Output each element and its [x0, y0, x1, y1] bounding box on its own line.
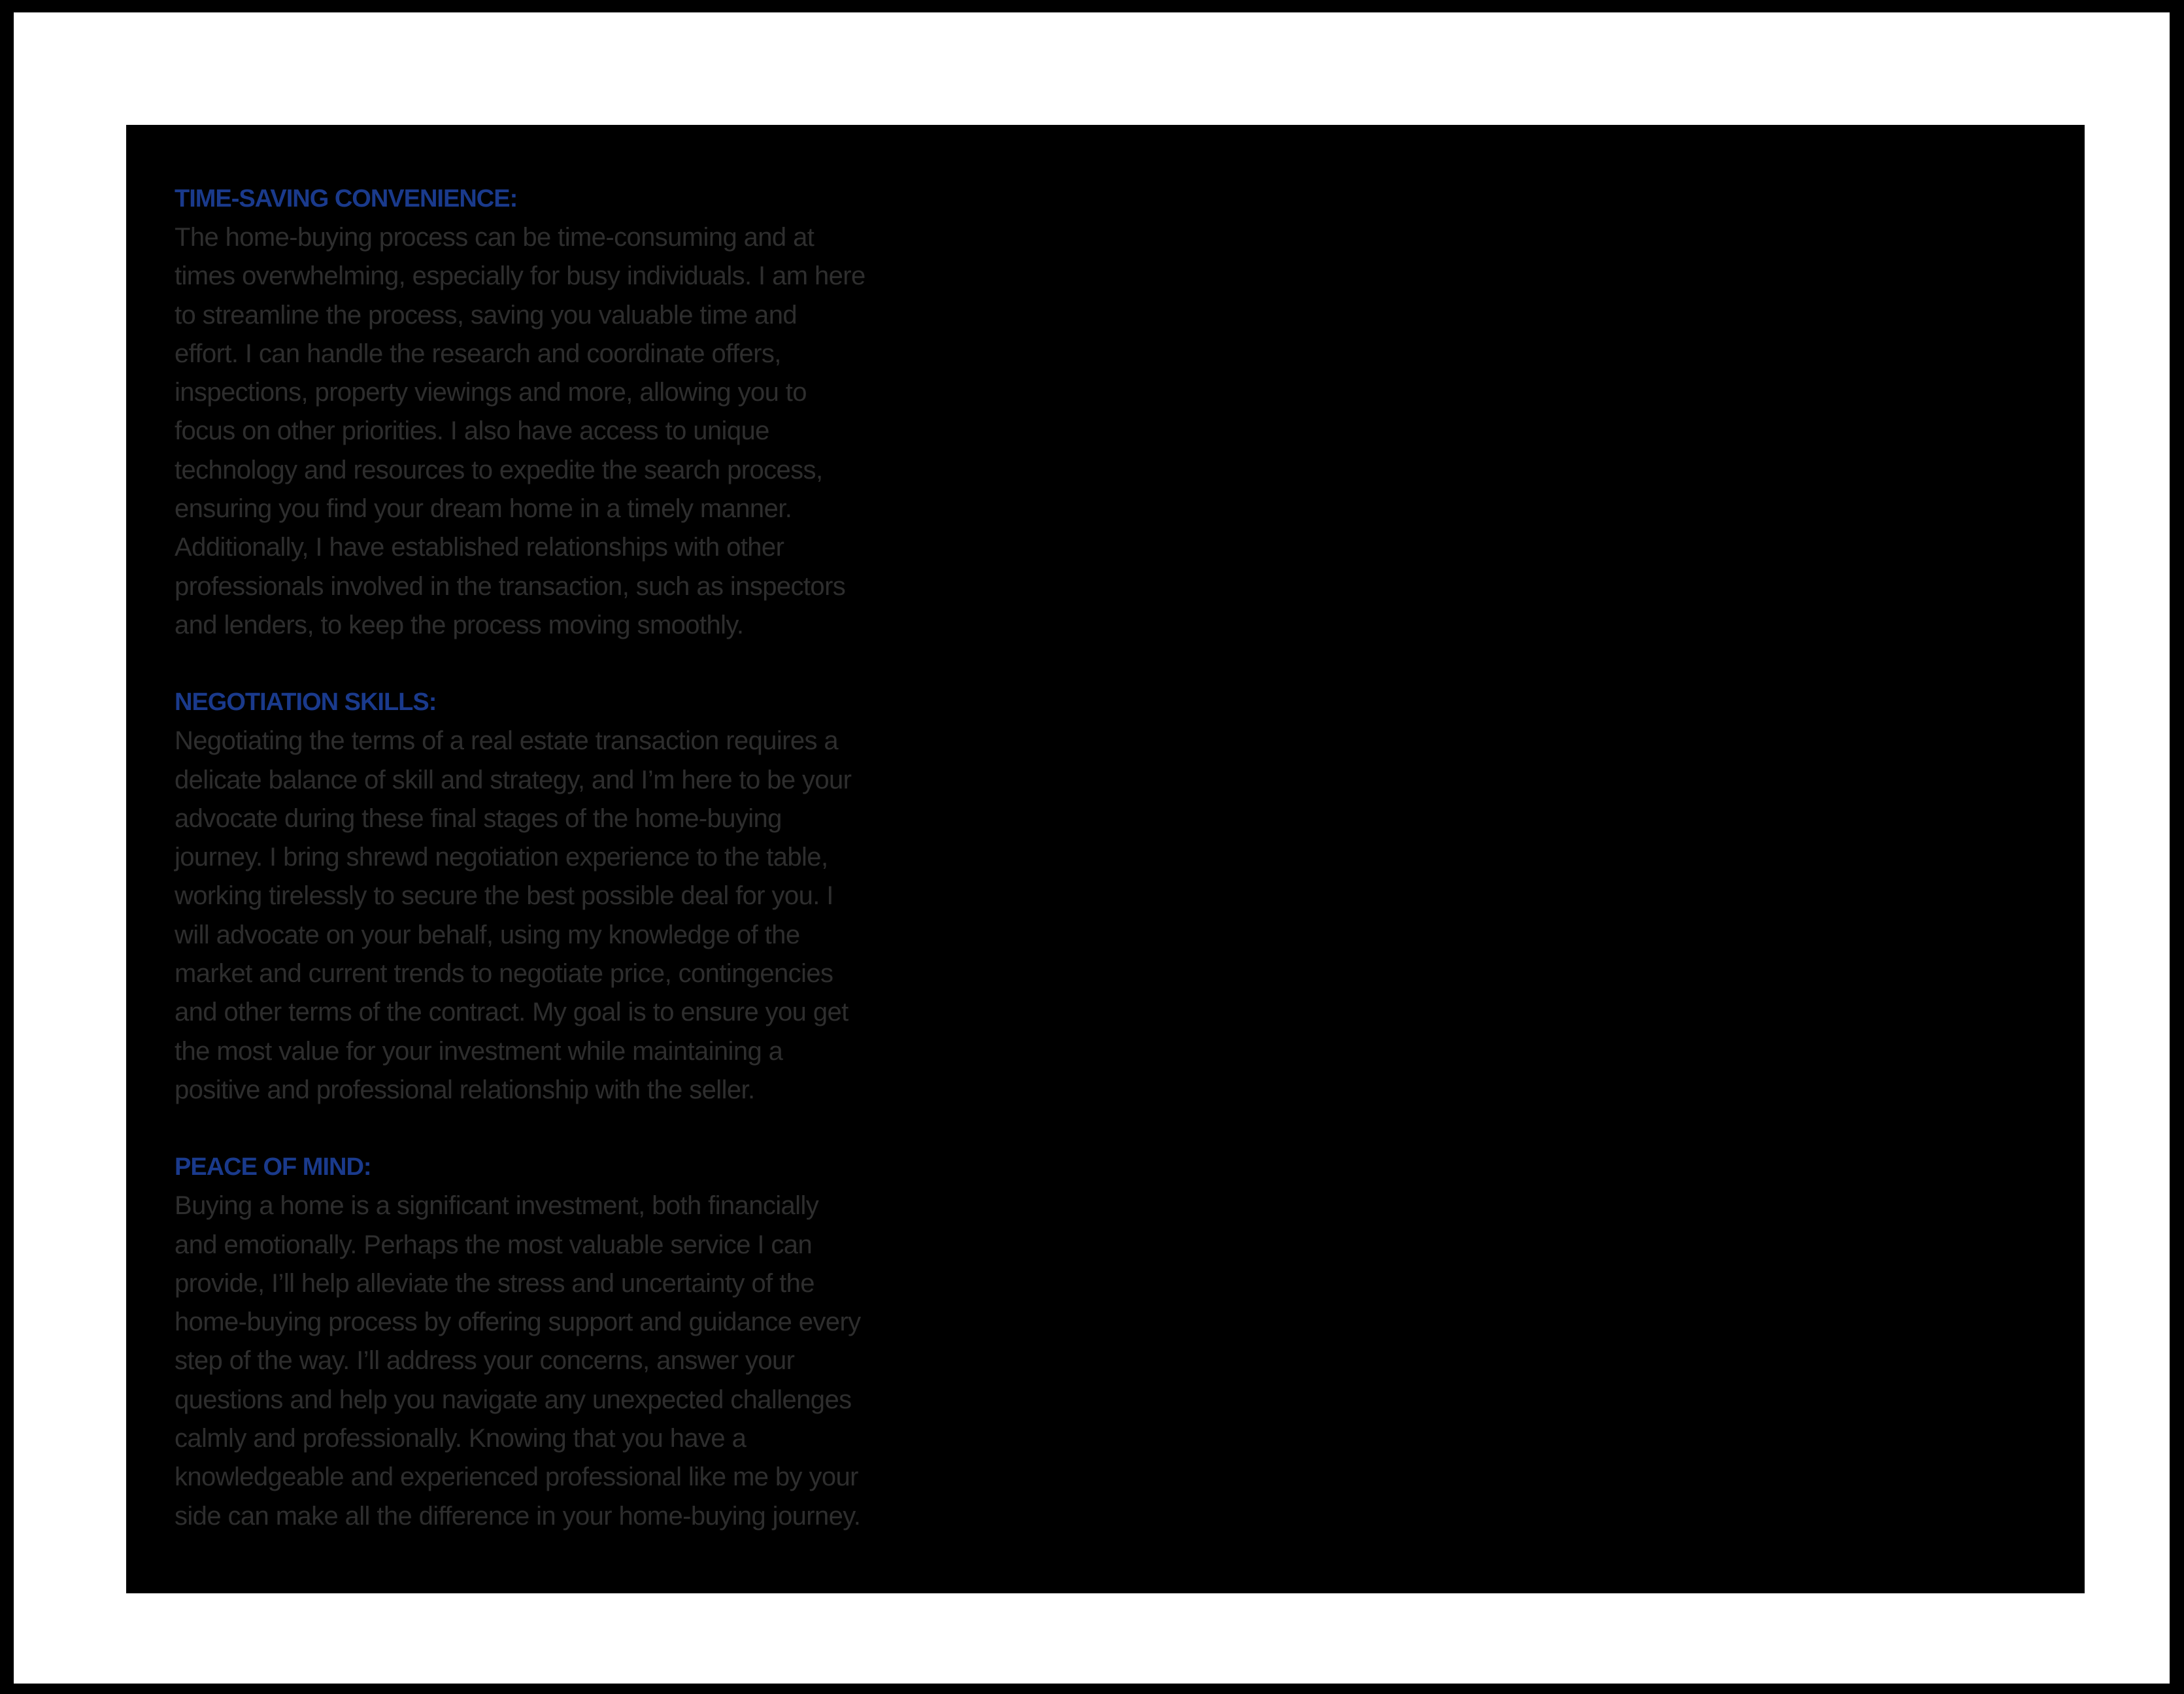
body-line: Buying a home is a significant investment, both financially — [175, 1191, 819, 1221]
body-line: inspections, property viewings and more, allowing you to — [175, 378, 807, 407]
body-line: market and current trends to negotiate price, contingencies — [175, 959, 833, 989]
section-heading: PEACE OF MIND: — [175, 1153, 371, 1181]
body-line: step of the way. I’ll address your concerns, answer your — [175, 1346, 795, 1376]
body-line: the most value for your investment while maintaining a — [175, 1036, 783, 1066]
body-line: Additionally, I have established relationships with other — [175, 533, 784, 562]
section-time-saving-convenience — [175, 180, 926, 645]
section-negotiation-skills — [175, 683, 926, 1110]
body-line: and lenders, to keep the process moving smoothly. — [175, 610, 744, 639]
body-line: knowledgeable and experienced professional like me by your — [175, 1463, 858, 1492]
body-line: effort. I can handle the research and coordinate offers, — [175, 339, 781, 368]
body-line: working tirelessly to secure the best possible deal for you. I — [175, 881, 833, 911]
body-line: ensuring you find your dream home in a timely manner. — [175, 494, 792, 524]
section-peace-of-mind — [175, 1148, 926, 1536]
section-heading: TIME-SAVING CONVENIENCE: — [175, 185, 518, 212]
body-line: technology and resources to expedite the search process, — [175, 455, 823, 484]
body-line: to streamline the process, saving you valuable time and — [175, 300, 797, 330]
body-line: delicate balance of skill and strategy, and I’m here to be your — [175, 765, 852, 794]
content-panel — [126, 125, 2085, 1593]
body-line: calmly and professionally. Knowing that you have a — [175, 1424, 747, 1453]
page-frame — [14, 12, 2170, 1684]
body-line: home-buying process by offering support and guidance every — [175, 1308, 861, 1337]
body-line: The home-buying process can be time-consuming and at — [175, 223, 815, 252]
body-line: Negotiating the terms of a real estate transaction requires a — [175, 726, 839, 756]
body-line: advocate during these final stages of the home-buying — [175, 804, 782, 833]
body-line: and emotionally. Perhaps the most valuable service I can — [175, 1230, 813, 1259]
body-line: side can make all the difference in your home-buying journey. — [175, 1501, 861, 1531]
body-line: and other terms of the contract. My goal is to ensure you get — [175, 998, 848, 1027]
text-column — [175, 180, 926, 1574]
body-line: provide, I’ll help alleviate the stress and uncertainty of the — [175, 1268, 815, 1298]
body-line: focus on other priorities. I also have access to unique — [175, 416, 769, 446]
body-line: professionals involved in the transaction, such as inspectors — [175, 571, 846, 601]
body-line: positive and professional relationship with the seller. — [175, 1075, 755, 1104]
body-line: times overwhelming, especially for busy individuals. I am here — [175, 262, 865, 291]
body-line: will advocate on your behalf, using my knowledge of the — [175, 920, 800, 949]
body-line: journey. I bring shrewd negotiation experience to the table, — [175, 843, 828, 872]
body-line: questions and help you navigate any unexpected challenges — [175, 1385, 852, 1414]
section-heading: NEGOTIATION SKILLS: — [175, 688, 437, 717]
